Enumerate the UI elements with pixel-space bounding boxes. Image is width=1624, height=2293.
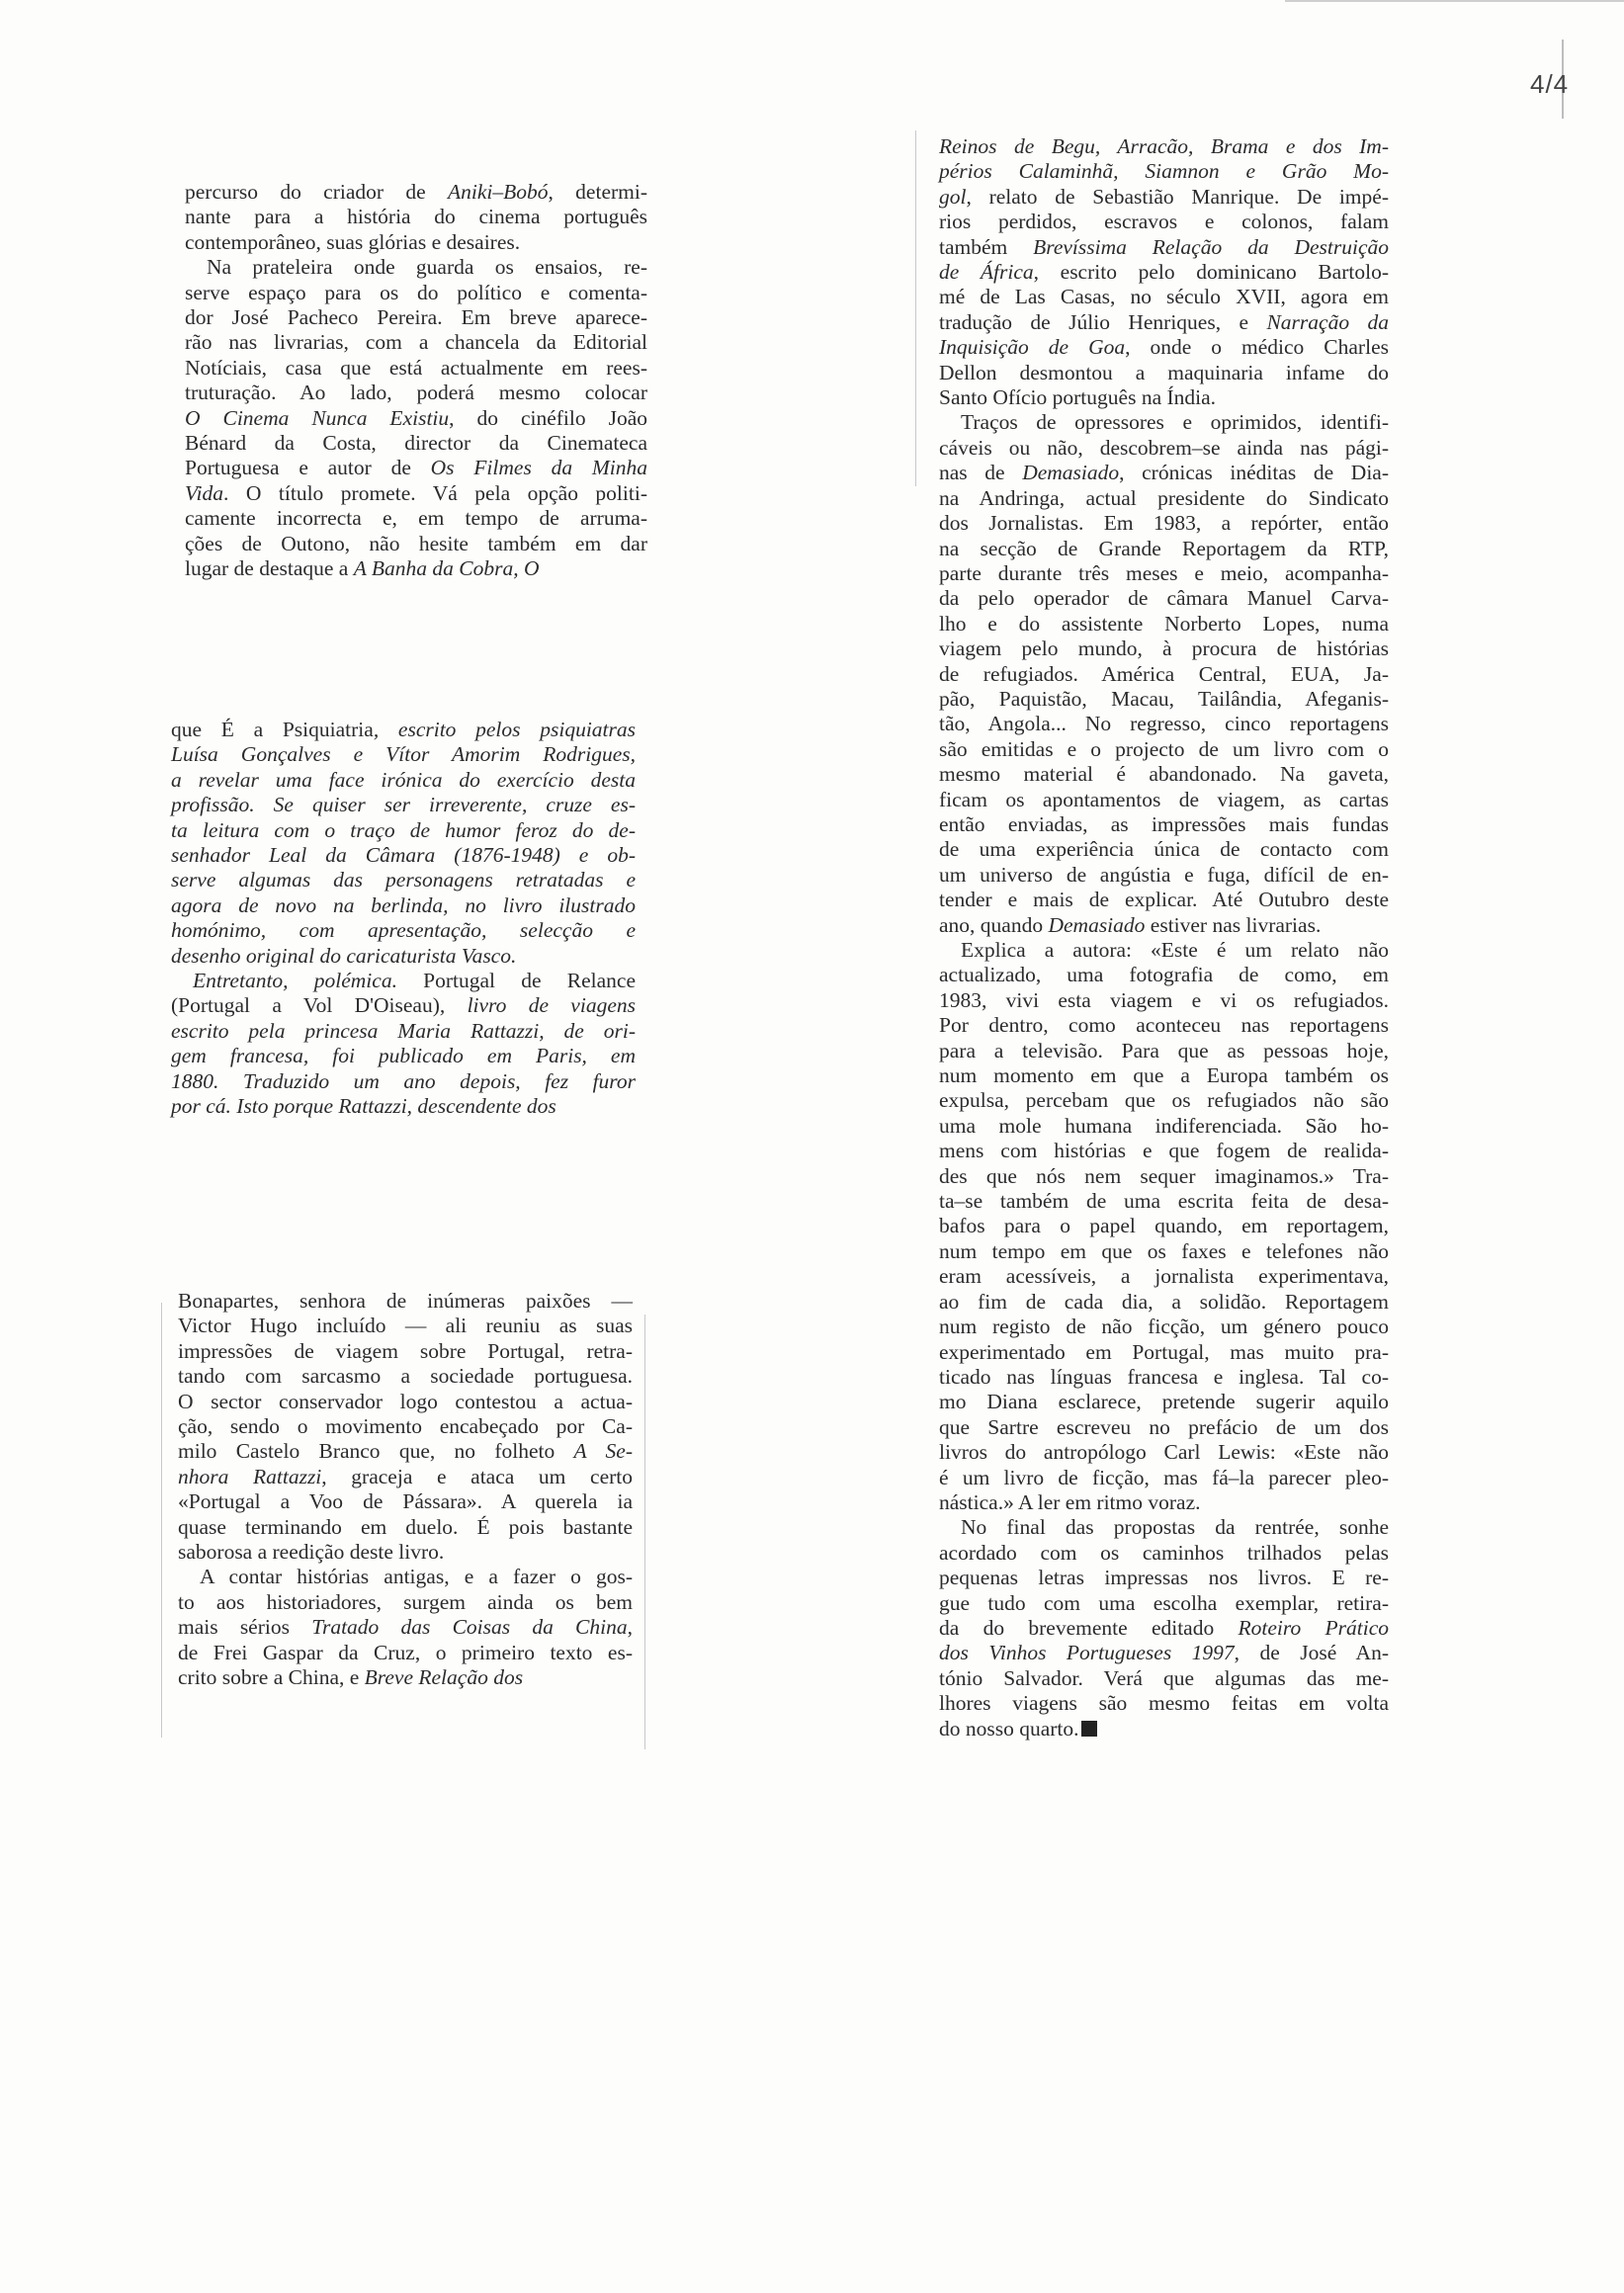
text-line: que Sartre escreveu no prefácio de um dos bbox=[939, 1414, 1389, 1439]
text-line: experimentado em Portugal, mas muito pra- bbox=[939, 1339, 1389, 1364]
column-rule-right bbox=[915, 130, 916, 486]
text-line: rão nas livrarias, com a chancela da Editorial bbox=[185, 330, 647, 355]
text-line: rios perdidos, escravos e colonos, falam bbox=[939, 210, 1389, 234]
text-line: Portuguesa e autor de Os Filmes da Minha bbox=[185, 456, 647, 480]
text-line: profissão. Se quiser ser irreverente, cruze es- bbox=[171, 793, 636, 817]
text-line: na Andringa, actual presidente do Sindicato bbox=[939, 485, 1389, 510]
article-column-left-top bbox=[185, 180, 647, 582]
article-column-left-middle bbox=[171, 718, 636, 1120]
text-line: lho e do assistente Norberto Lopes, numa bbox=[939, 611, 1389, 636]
text-line: O sector conservador logo contestou a actua- bbox=[178, 1389, 633, 1413]
text-line: «Portugal a Voo de Pássara». A querela ia bbox=[178, 1489, 633, 1514]
text-line: que É a Psiquiatria, escrito pelos psiquiatras bbox=[171, 718, 637, 741]
text-line: ao fim de cada dia, a solidão. Reportagem bbox=[939, 1289, 1389, 1314]
text-line: Vida. O título promete. Vá pela opção politi- bbox=[185, 480, 647, 505]
text-line: pequenas letras impressas nos livros. E re- bbox=[939, 1566, 1389, 1590]
text-line: Notíciais, casa que está actualmente em rees- bbox=[185, 355, 647, 380]
text-line: to aos historiadores, surgem ainda os bem bbox=[178, 1589, 633, 1614]
end-of-article-mark bbox=[1081, 1721, 1097, 1737]
text-line: truturação. Ao lado, poderá mesmo colocar bbox=[185, 381, 647, 405]
text-line: Entretanto, polémica. Portugal de Relance bbox=[193, 969, 636, 993]
text-line: bafos para o papel quando, em reportagem, bbox=[939, 1214, 1389, 1238]
text-line: do nosso quarto. bbox=[939, 1717, 1389, 1741]
text-line: mais sérios Tratado das Coisas da China, bbox=[178, 1615, 633, 1640]
text-line: contemporâneo, suas glórias e desaires. bbox=[185, 229, 521, 254]
text-line: camente incorrecta e, em tempo de arruma- bbox=[185, 506, 647, 531]
text-line: Inquisição de Goa, onde o médico Charles bbox=[939, 335, 1389, 360]
text-line: Luísa Gonçalves e Vítor Amorim Rodrigues, bbox=[171, 742, 636, 767]
text-line: O Cinema Nunca Existiu, do cinéfilo João bbox=[185, 405, 647, 430]
text-line: gem francesa, foi publicado em Paris, em bbox=[171, 1044, 636, 1068]
text-line: Na prateleira onde guarda os ensaios, re- bbox=[207, 255, 647, 280]
text-line: a revelar uma face irónica do exercício desta bbox=[171, 767, 636, 792]
text-line: lhores viagens são mesmo feitas em volta bbox=[939, 1691, 1389, 1716]
article-column-left-bottom bbox=[178, 1289, 633, 1691]
text-line: de África, escrito pelo dominicano Bartolo- bbox=[939, 260, 1389, 285]
text-line: Por dentro, como aconteceu nas reportagens bbox=[939, 1013, 1389, 1038]
text-line: escrito pela princesa Maria Rattazzi, de ori- bbox=[171, 1018, 636, 1043]
text-line: homónimo, com apresentação, selecção e bbox=[171, 918, 636, 943]
text-line: Dellon desmontou a maquinaria infame do bbox=[939, 360, 1389, 384]
text-line: cáveis ou não, descobrem–se ainda nas pági- bbox=[939, 435, 1389, 460]
text-line: nas de Demasiado, crónicas inéditas de Dia- bbox=[939, 461, 1390, 485]
text-line: No final das propostas da rentrée, sonhe bbox=[961, 1515, 1389, 1540]
text-line: nante para a história do cinema português bbox=[185, 205, 647, 229]
text-line: pão, Paquistão, Macau, Tailândia, Afeganis- bbox=[939, 686, 1389, 711]
text-line: um universo de angústia e fuga, difícil de en- bbox=[939, 862, 1389, 887]
text-line: na secção de Grande Reportagem da RTP, bbox=[939, 536, 1389, 560]
text-line: lugar de destaque a A Banha da Cobra, O bbox=[185, 556, 540, 581]
text-line: gol, relato de Sebastião Manrique. De impé- bbox=[939, 184, 1389, 209]
text-line: 1880. Traduzido um ano depois, fez furor bbox=[171, 1068, 636, 1093]
text-line: agora de novo na berlinda, no livro ilustrado bbox=[171, 892, 636, 917]
article-column-right bbox=[939, 134, 1389, 1741]
text-line: impressões de viagem sobre Portugal, retra- bbox=[178, 1338, 633, 1363]
text-line: parte durante três meses e meio, acompanha- bbox=[939, 560, 1389, 585]
text-line: ções de Outono, não hesite também em dar bbox=[185, 531, 647, 555]
text-line: Explica a autora: «Este é um relato não bbox=[961, 938, 1389, 962]
text-line: (Portugal a Vol D'Oiseau), livro de viagens bbox=[171, 993, 636, 1018]
text-line: ano, quando Demasiado estiver nas livrarias. bbox=[939, 912, 1322, 937]
text-line: 1983, vivi esta viagem e vi os refugiados. bbox=[939, 987, 1389, 1012]
text-line: gue tudo com uma escolha exemplar, retira- bbox=[939, 1590, 1389, 1615]
text-line: percurso do criador de Aniki–Bobó, determi- bbox=[185, 180, 647, 204]
text-line: de uma experiência única de contacto com bbox=[939, 837, 1389, 862]
text-line: Traços de opressores e oprimidos, identifi- bbox=[961, 410, 1389, 435]
text-line: serve algumas das personagens retratadas e bbox=[171, 868, 636, 892]
text-line: tónio Salvador. Verá que algumas das me- bbox=[939, 1665, 1389, 1690]
text-line: também Brevíssima Relação da Destruição bbox=[939, 234, 1389, 259]
text-line: dos Vinhos Portugueses 1997, de José An- bbox=[939, 1641, 1389, 1665]
text-line: num registo de não ficção, um género pouco bbox=[939, 1315, 1389, 1339]
text-line: desenho original do caricaturista Vasco. bbox=[171, 943, 517, 968]
text-line: nhora Rattazzi, graceja e ataca um certo bbox=[178, 1464, 634, 1488]
text-line: por cá. Isto porque Rattazzi, descendente dos bbox=[171, 1094, 556, 1119]
text-line: ficam os apontamentos de viagem, as cartas bbox=[939, 787, 1389, 811]
text-line: para a televisão. Para que as pessoas hoje, bbox=[939, 1038, 1389, 1062]
text-line: viagem pelo mundo, à procura de histórias bbox=[939, 637, 1389, 661]
text-line: milo Castelo Branco que, no folheto A Se- bbox=[178, 1439, 633, 1464]
text-line: da pelo operador de câmara Manuel Carva- bbox=[939, 586, 1389, 611]
text-line: tradução de Júlio Henriques, e Narração da bbox=[939, 309, 1389, 334]
text-line: ção, sendo o movimento encabeçado por Ca- bbox=[178, 1414, 633, 1439]
text-line: ta leitura com o traço de humor feroz do de- bbox=[171, 817, 636, 842]
text-line: então enviadas, as impressões mais fundas bbox=[939, 811, 1389, 836]
text-line: saborosa a reedição deste livro. bbox=[178, 1540, 445, 1565]
text-line: Reinos de Begu, Arracão, Brama e dos Im- bbox=[939, 134, 1389, 158]
text-line: ticado nas línguas francesa e inglesa. Tal co- bbox=[939, 1364, 1389, 1389]
text-line: num tempo em que os faxes e telefones não bbox=[939, 1238, 1389, 1263]
text-line: crito sobre a China, e Breve Relação dos bbox=[178, 1665, 524, 1690]
text-line: mesmo material é abandonado. Na gaveta, bbox=[939, 762, 1389, 787]
column-rule-left-bottom bbox=[161, 1303, 162, 1738]
text-line: Bénard da Costa, director da Cinemateca bbox=[185, 431, 647, 456]
text-line: expulsa, percebam que os refugiados não são bbox=[939, 1088, 1389, 1113]
text-line: mé de Las Casas, no século XVII, agora em bbox=[939, 285, 1389, 309]
text-line: Santo Ofício português na Índia. bbox=[939, 385, 1217, 410]
text-line: num momento em que a Europa também os bbox=[939, 1063, 1389, 1088]
text-line: nástica.» A ler em ritmo voraz. bbox=[939, 1489, 1201, 1514]
text-line: eram acessíveis, a jornalista experimentava, bbox=[939, 1264, 1389, 1289]
text-line: mo Diana esclarece, pretende sugerir aquilo bbox=[939, 1390, 1389, 1414]
text-line: senhador Leal da Câmara (1876-1948) e ob- bbox=[171, 843, 636, 868]
text-line: périos Calaminhã, Siamnon e Grão Mo- bbox=[939, 159, 1389, 184]
text-line: serve espaço para os do político e comenta- bbox=[185, 280, 647, 304]
text-line: mens com histórias e que fogem de realida- bbox=[939, 1139, 1389, 1163]
text-line: dos Jornalistas. Em 1983, a repórter, então bbox=[939, 511, 1389, 536]
text-line: da do brevemente editado Roteiro Prático bbox=[939, 1615, 1389, 1640]
scan-edge-line bbox=[1285, 0, 1624, 2]
page-number: 4/4 bbox=[1530, 69, 1570, 99]
text-line: acordado com os caminhos trilhados pelas bbox=[939, 1540, 1389, 1565]
text-line: des que nós nem sequer imaginamos.» Tra- bbox=[939, 1163, 1389, 1188]
text-line: livros do antropólogo Carl Lewis: «Este não bbox=[939, 1440, 1389, 1465]
text-line: quase terminando em duelo. É pois bastante bbox=[178, 1514, 633, 1539]
text-line: é um livro de ficção, mas fá–la parecer pleo- bbox=[939, 1465, 1389, 1489]
text-line: ta–se também de uma escrita feita de desa- bbox=[939, 1189, 1389, 1214]
text-line: dor José Pacheco Pereira. Em breve aparece- bbox=[185, 305, 647, 330]
text-line: Bonapartes, senhora de inúmeras paixões — bbox=[178, 1289, 633, 1313]
text-line: tão, Angola... No regresso, cinco reportagens bbox=[939, 712, 1389, 736]
text-line: tender e mais de explicar. Até Outubro deste bbox=[939, 888, 1389, 912]
text-line: actualizado, uma fotografia de como, em bbox=[939, 963, 1389, 987]
text-line: de refugiados. América Central, EUA, Ja- bbox=[939, 661, 1389, 686]
text-line: são emitidas e o projecto de um livro com o bbox=[939, 736, 1389, 761]
text-line: tando com sarcasmo a sociedade portuguesa. bbox=[178, 1364, 633, 1389]
text-line: Victor Hugo incluído — ali reuniu as suas bbox=[178, 1314, 633, 1338]
text-line: uma mole humana indiferenciada. São ho- bbox=[939, 1113, 1389, 1138]
column-rule-left-bottom-right bbox=[644, 1315, 645, 1749]
text-line: A contar histórias antigas, e a fazer o gos- bbox=[200, 1565, 633, 1589]
text-line: de Frei Gaspar da Cruz, o primeiro texto es- bbox=[178, 1640, 633, 1664]
